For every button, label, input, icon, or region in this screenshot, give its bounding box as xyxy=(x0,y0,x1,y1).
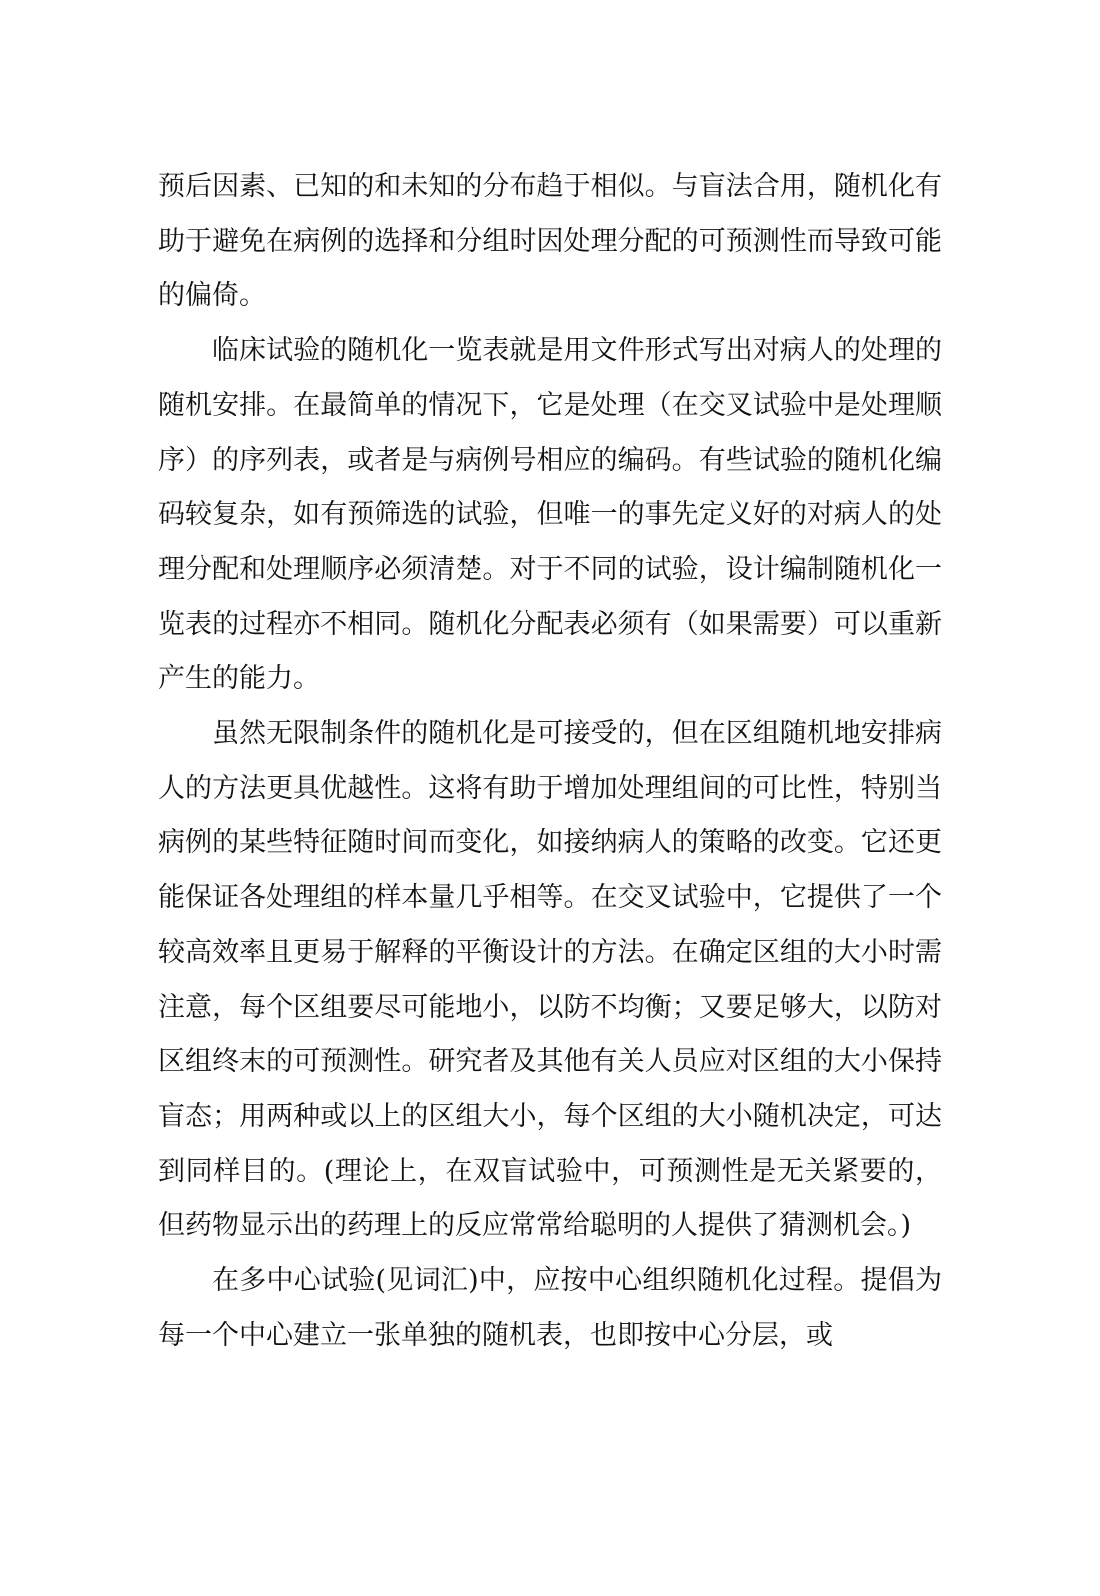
paragraph-2: 临床试验的随机化一览表就是用文件形式写出对病人的处理的随机安排。在最简单的情况下，它是处理（在交叉试验中是处理顺序）的序列表，或者是与病例号相应的编码。有些试验的随机化编码较复杂，如有预筛选的试验，但唯一的事先定义好的对病人的处理分配和处理顺序必须清楚。对于不同的试验，设计编制随机化一览表的过程亦不相同。随机化分配表必须有（如果需要）可以重新产生的能力。 xyxy=(158,335,942,695)
paragraph-4: 在多中心试验(见词汇)中，应按中心组织随机化过程。提倡为每一个中心建立一张单独的随机表，也即按中心分层，或 xyxy=(158,1265,942,1351)
paragraph-1: 预后因素、已知的和未知的分布趋于相似。与盲法合用，随机化有助于避免在病例的选择和分组时因处理分配的可预测性而导致可能的偏倚。 xyxy=(158,171,942,312)
body-text xyxy=(158,160,942,1363)
paragraph-3: 虽然无限制条件的随机化是可接受的，但在区组随机地安排病人的方法更具优越性。这将有助于增加处理组间的可比性，特别当病例的某些特征随时间而变化，如接纳病人的策略的改变。它还更能保证各处理组的样本量几乎相等。在交叉试验中，它提供了一个较高效率且更易于解释的平衡设计的方法。在确定区组的大小时需注意，每个区组要尽可能地小，以防不均衡；又要足够大，以防对区组终末的可预测性。研究者及其他有关人员应对区组的大小保持盲态；用两种或以上的区组大小，每个区组的大小随机决定，可达到同样目的。(理论上，在双盲试验中，可预测性是无关紧要的，但药物显示出的药理上的反应常常给聪明的人提供了猜测机会。) xyxy=(158,718,942,1242)
